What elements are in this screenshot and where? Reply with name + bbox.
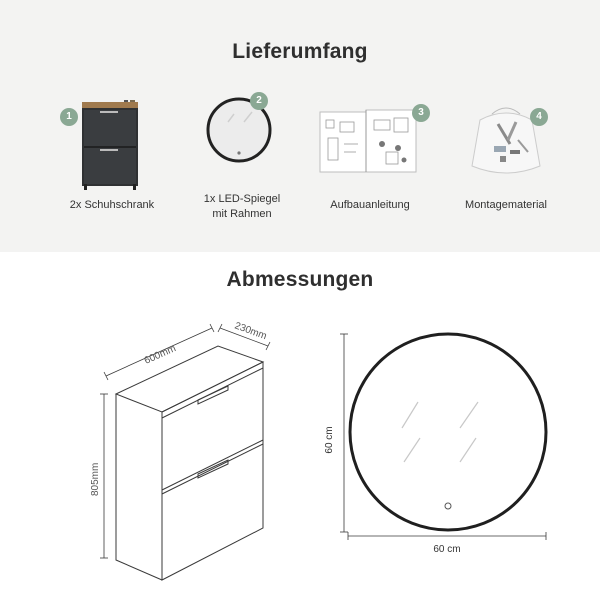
round-mirror-icon [172,92,312,192]
dimensions-section [0,252,600,600]
cabinet-width-label: 600mm [142,343,178,367]
dimensions-title: Abmessungen [226,268,374,291]
hardware-bag-icon [436,100,576,192]
mirror-width-label: 60 cm [433,544,461,555]
item-number-badge: 1 [60,108,78,126]
cabinet-dimension-drawing [0,252,300,592]
item-shoe-cabinet [42,100,182,213]
item-caption-line-1: 1x LED-Spiegel [203,193,281,205]
item-number-badge: 4 [530,108,548,126]
item-number-badge: 3 [412,104,430,122]
mirror-dimension-drawing [300,252,600,592]
cabinet-depth-label: 230mm [232,320,269,343]
item-manual [300,100,440,213]
cabinet-height-label: 805mm [90,462,101,496]
item-number-badge: 2 [250,92,268,110]
item-caption: 2x Schuhschrank [69,199,155,211]
contents-title: Lieferumfang [232,40,368,63]
item-led-mirror [172,92,312,222]
item-caption-line-2: mit Rahmen [212,208,272,220]
mirror-height-label: 60 cm [324,426,335,454]
item-caption: Montagematerial [465,199,547,211]
item-caption: Aufbauanleitung [330,199,410,211]
contents-section [0,0,600,252]
item-hardware [436,100,576,213]
